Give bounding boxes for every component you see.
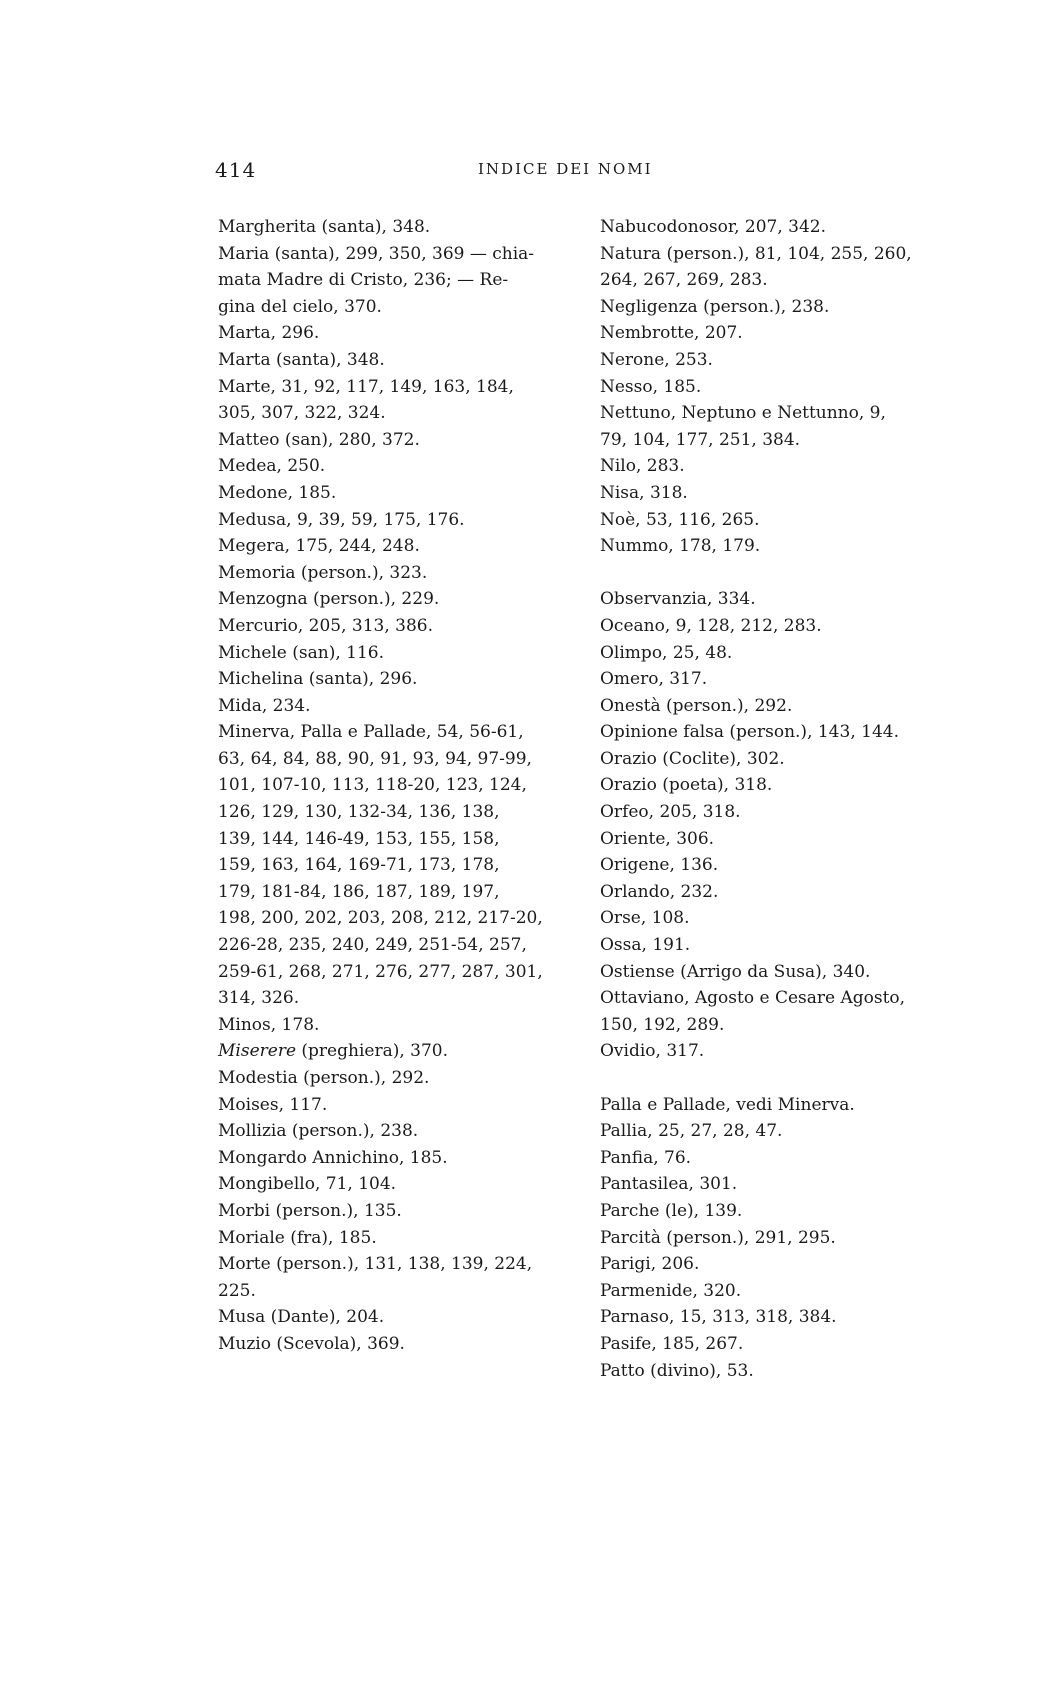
index-entry-text: Nilo, 283.: [600, 456, 685, 477]
index-entry: [600, 852, 952, 879]
running-head: INDICE DEI NOMI: [478, 160, 653, 178]
index-entry-text: Nabucodonosor, 207, 342.: [600, 217, 827, 237]
index-entry: [218, 1092, 568, 1119]
index-entry-text: Ovidio, 317.: [600, 1041, 705, 1062]
index-entry-text: Observanzia, 334.: [600, 589, 756, 610]
index-entry: [600, 400, 952, 453]
index-entry-line: gina del cielo, 370.: [218, 296, 382, 317]
index-entry: [218, 1331, 568, 1358]
index-entry-text: Megera, 175, 244, 248.: [218, 536, 420, 557]
index-entry-text: Menzogna (person.), 229.: [218, 589, 440, 610]
index-entry: [218, 1304, 568, 1331]
index-entry: [600, 320, 952, 347]
index-entry-line: Maria (santa), 299, 350, 369 — chia-: [218, 243, 535, 264]
index-entry: [600, 826, 952, 853]
index-entry-text: Parnaso, 15, 313, 318, 384.: [600, 1307, 837, 1328]
index-entry-text: Orlando, 232.: [600, 881, 719, 902]
index-entry: [600, 666, 952, 693]
index-entry-text: Palla e Pallade, vedi Minerva.: [600, 1094, 855, 1115]
index-entry: [600, 1171, 952, 1198]
index-entry-text: Parmenide, 320.: [600, 1280, 742, 1301]
index-entry-line: 179, 181-84, 186, 187, 189, 197,: [218, 881, 500, 902]
index-entry: [600, 693, 952, 720]
index-entry-line: 198, 200, 202, 203, 208, 212, 217-20,: [218, 908, 543, 929]
index-entry: [218, 347, 568, 374]
index-entry: [600, 347, 952, 374]
index-entry-text: Medone, 185.: [218, 482, 337, 503]
index-entry: [218, 719, 568, 1012]
index-entry-text: Pantasilea, 301.: [600, 1174, 738, 1195]
index-entry-text: Orazio (Coclite), 302.: [600, 748, 785, 769]
index-entry-text: Michelina (santa), 296.: [218, 669, 418, 690]
index-entry-line: Marte, 31, 92, 117, 149, 163, 184,: [218, 376, 514, 397]
index-entry: [218, 1065, 568, 1092]
index-entry: [600, 905, 952, 932]
index-entry-text: Orazio (poeta), 318.: [600, 775, 773, 796]
index-entry: [218, 427, 568, 454]
index-entry-line: 139, 144, 146-49, 153, 155, 158,: [218, 828, 500, 849]
index-entry: [218, 560, 568, 587]
index-entry-line: 314, 326.: [218, 988, 300, 1009]
index-entry: [600, 294, 952, 321]
index-entry-text: Ossa, 191.: [600, 935, 691, 956]
page-number: 414: [215, 158, 257, 182]
index-entry-line: 63, 64, 84, 88, 90, 91, 93, 94, 97-99,: [218, 748, 532, 769]
index-entry-line: 159, 163, 164, 169-71, 173, 178,: [218, 855, 500, 876]
index-entry-line: 259-61, 268, 271, 276, 277, 287, 301,: [218, 961, 543, 982]
index-entry: [600, 480, 952, 507]
index-entry: [600, 1145, 952, 1172]
index-entry-text: Mollizia (person.), 238.: [218, 1121, 419, 1142]
index-entry: [218, 1251, 568, 1304]
index-entry-line: 264, 267, 269, 283.: [600, 270, 768, 291]
index-entry-text: Negligenza (person.), 238.: [600, 296, 830, 317]
index-entry: [218, 533, 568, 560]
index-entry: [218, 507, 568, 534]
index-entry: [600, 1251, 952, 1278]
index-entry-line: Natura (person.), 81, 104, 255, 260,: [600, 243, 912, 264]
index-entry: [600, 613, 952, 640]
index-entry-line: 101, 107-10, 113, 118-20, 123, 124,: [218, 775, 527, 796]
index-entry-text: Medea, 250.: [218, 456, 326, 477]
index-entry: [600, 719, 952, 746]
index-entry: [600, 746, 952, 773]
index-entry: [218, 214, 568, 241]
index-entry: [218, 586, 568, 613]
index-entry: [218, 1225, 568, 1252]
index-entry-line: 126, 129, 130, 132-34, 136, 138,: [218, 802, 500, 823]
index-entry: [600, 879, 952, 906]
index-entry-text: Medusa, 9, 39, 59, 175, 176.: [218, 509, 465, 530]
index-entry: [218, 320, 568, 347]
index-entry: [218, 613, 568, 640]
index-entry-text: Mida, 234.: [218, 695, 311, 716]
index-entry: [218, 1118, 568, 1145]
index-entry: [600, 586, 952, 613]
index-entry-line: mata Madre di Cristo, 236; — Re-: [218, 270, 509, 291]
index-entry-text: Panfia, 76.: [600, 1147, 692, 1168]
index-entry: [218, 453, 568, 480]
index-entry: [600, 1118, 952, 1145]
index-entry-line: 150, 192, 289.: [600, 1014, 725, 1035]
index-entry: [600, 1092, 952, 1119]
index-entry: [600, 772, 952, 799]
index-entry: [218, 241, 568, 321]
index-entry-text: Orfeo, 205, 318.: [600, 802, 741, 823]
index-entry: [600, 985, 952, 1038]
index-entry-line: Minerva, Palla e Pallade, 54, 56-61,: [218, 722, 524, 743]
index-entry-text: Margherita (santa), 348.: [218, 217, 431, 237]
index-entry-line: Ottaviano, Agosto e Cesare Agosto,: [600, 988, 906, 1009]
index-entry: [600, 1038, 952, 1065]
index-entry: [600, 932, 952, 959]
index-column-right: [600, 214, 952, 1384]
index-entry-text: Oceano, 9, 128, 212, 283.: [600, 615, 822, 636]
index-entry-text: Parigi, 206.: [600, 1254, 700, 1275]
index-entry-text: Minos, 178.: [218, 1014, 320, 1035]
index-entry: [218, 693, 568, 720]
index-entry-text: Omero, 317.: [600, 669, 708, 690]
index-entry-text: Orse, 108.: [600, 908, 690, 929]
index-entry: [218, 374, 568, 427]
index-entry-text: Moriale (fra), 185.: [218, 1227, 377, 1248]
index-entry-text: Mongardo Annichino, 185.: [218, 1147, 448, 1168]
index-entry: [600, 1358, 952, 1385]
index-entry: [600, 1278, 952, 1305]
index-entry-text: Matteo (san), 280, 372.: [218, 429, 420, 450]
index-entry: [218, 640, 568, 667]
index-entry: [600, 241, 952, 294]
index-entry-line: 225.: [218, 1280, 256, 1301]
index-entry-text: Onestà (person.), 292.: [600, 695, 793, 716]
index-entry-text: Pallia, 25, 27, 28, 47.: [600, 1121, 783, 1142]
index-entry: [218, 1198, 568, 1225]
index-entry: [218, 666, 568, 693]
index-entry-italic-term: Miserere: [218, 1041, 297, 1062]
index-entry: [218, 480, 568, 507]
index-entry-text: Musa (Dante), 204.: [218, 1307, 385, 1328]
index-entry-text: Mercurio, 205, 313, 386.: [218, 615, 434, 636]
index-entry-line: 79, 104, 177, 251, 384.: [600, 429, 801, 450]
index-entry: [600, 214, 952, 241]
index-entry: [600, 1225, 952, 1252]
index-entry-text: Nesso, 185.: [600, 376, 702, 397]
index-entry-text: Oriente, 306.: [600, 828, 715, 849]
index-entry: [600, 1304, 952, 1331]
index-entry-text: Noè, 53, 116, 265.: [600, 509, 760, 530]
index-entry: [600, 507, 952, 534]
index-entry-text: (preghiera), 370.: [296, 1041, 449, 1062]
index-entry-text: Olimpo, 25, 48.: [600, 642, 733, 663]
index-entry-text: Marta, 296.: [218, 323, 320, 344]
index-entry: [600, 799, 952, 826]
index-entry: [218, 1012, 568, 1039]
index-entry-text: Modestia (person.), 292.: [218, 1068, 430, 1088]
index-entry: [600, 1331, 952, 1358]
index-column-left: [218, 214, 568, 1358]
index-entry-line: 226-28, 235, 240, 249, 251-54, 257,: [218, 935, 527, 956]
index-entry: [600, 453, 952, 480]
index-entry-text: Moises, 117.: [218, 1094, 328, 1115]
index-entry-text: Mongibello, 71, 104.: [218, 1174, 397, 1195]
index-entry: [600, 374, 952, 401]
index-entry-text: Michele (san), 116.: [218, 642, 385, 663]
index-entry: [218, 1038, 568, 1065]
index-entry-line: 305, 307, 322, 324.: [218, 403, 386, 424]
index-entry: [218, 1171, 568, 1198]
index-entry-text: Parcità (person.), 291, 295.: [600, 1227, 836, 1248]
index-entry: [218, 1145, 568, 1172]
index-entry-text: Nisa, 318.: [600, 482, 688, 503]
index-entry-line: Nettuno, Neptuno e Nettunno, 9,: [600, 403, 886, 424]
index-entry-text: Morbi (person.), 135.: [218, 1200, 402, 1221]
index-entry-text: Nummo, 178, 179.: [600, 536, 761, 557]
index-entry-text: Parche (le), 139.: [600, 1200, 743, 1221]
index-entry-text: Opinione falsa (person.), 143, 144.: [600, 722, 899, 743]
index-entry: [600, 640, 952, 667]
index-entry-text: Ostiense (Arrigo da Susa), 340.: [600, 961, 871, 982]
index-entry-text: Nembrotte, 207.: [600, 323, 743, 344]
index-entry-text: Nerone, 253.: [600, 349, 713, 370]
index-entry-text: Memoria (person.), 323.: [218, 562, 428, 583]
index-entry-text: Pasife, 185, 267.: [600, 1333, 744, 1354]
index-entry: [600, 959, 952, 986]
index-entry: [600, 533, 952, 560]
index-entry-text: Patto (divino), 53.: [600, 1360, 754, 1381]
index-entry-text: Origene, 136.: [600, 855, 719, 876]
index-entry-text: Muzio (Scevola), 369.: [218, 1333, 405, 1354]
index-entry: [600, 1198, 952, 1225]
index-entry-line: Morte (person.), 131, 138, 139, 224,: [218, 1254, 533, 1275]
index-entry-text: Marta (santa), 348.: [218, 349, 385, 370]
